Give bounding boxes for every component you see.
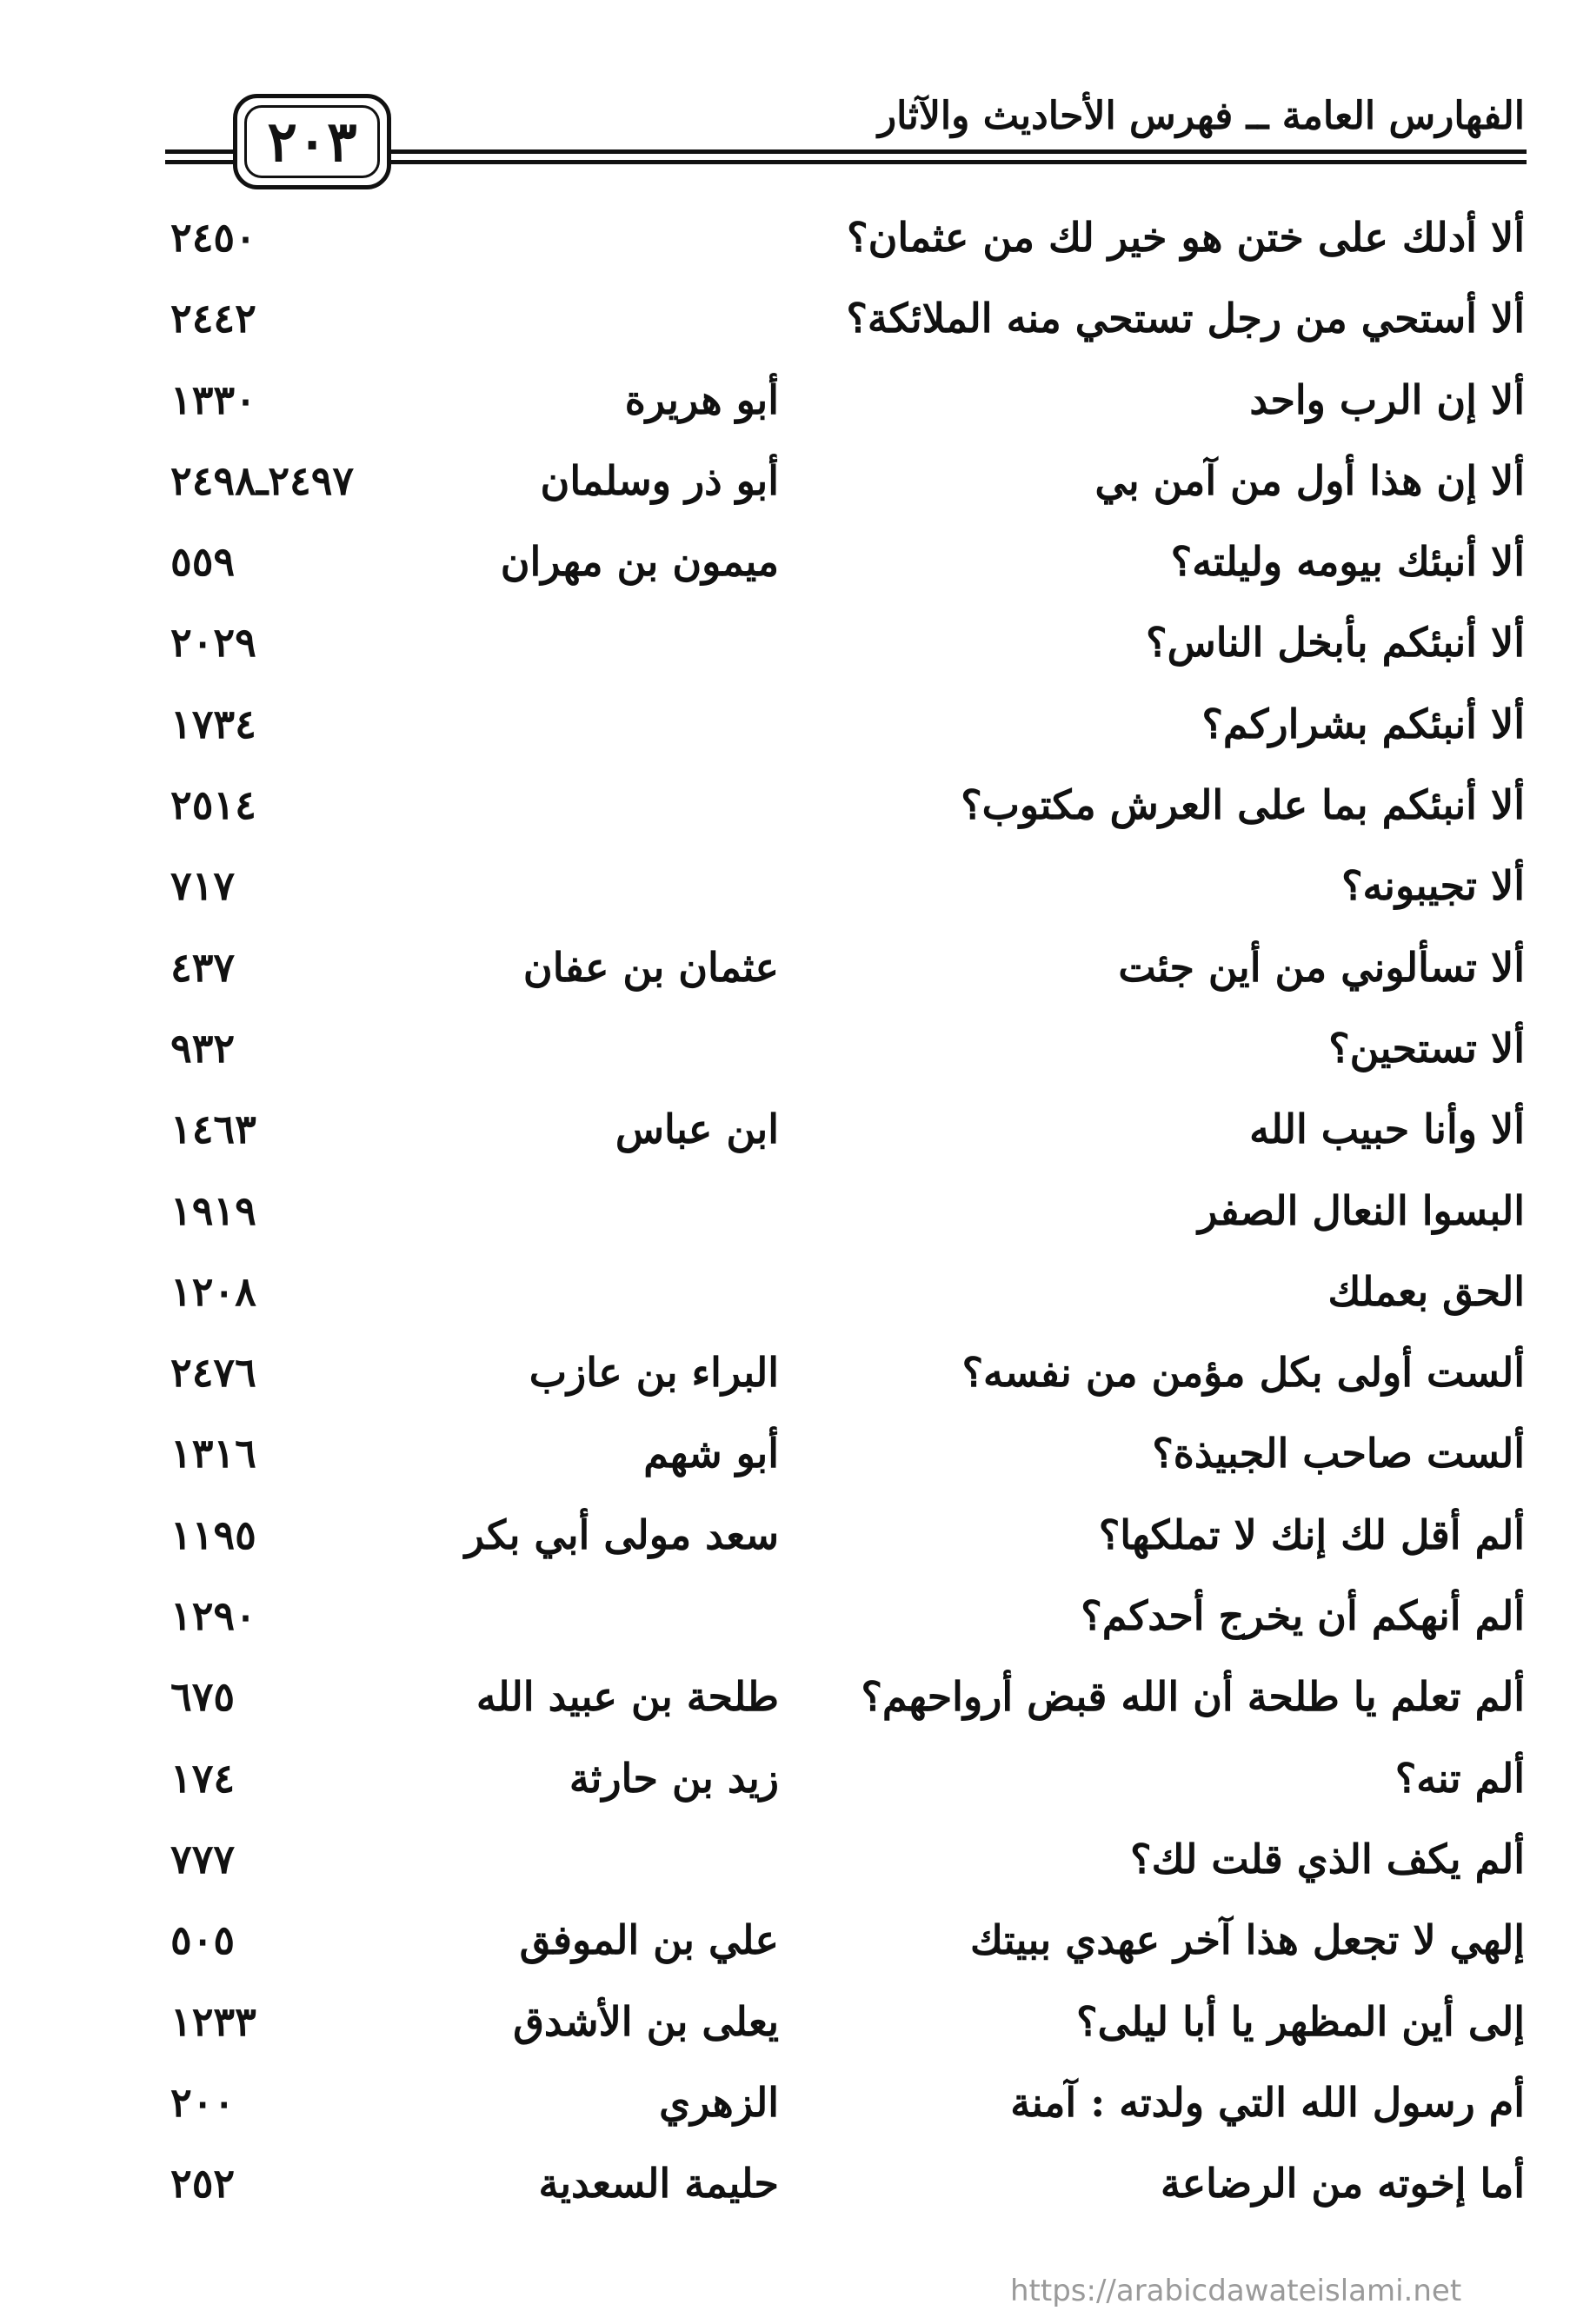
index-entry bbox=[0, 610, 1570, 691]
entry-text: ألا أنبئكم بشراركم؟ bbox=[1201, 700, 1525, 747]
entry-text: ألست صاحب الجبيذة؟ bbox=[1152, 1430, 1525, 1477]
page-number: ٢٠٣ bbox=[267, 109, 357, 175]
entry-narrator: حليمة السعدية bbox=[538, 2160, 779, 2208]
index-entry bbox=[0, 1179, 1570, 1259]
entry-ref: ١١٩٥ bbox=[170, 1511, 256, 1558]
entry-ref: ١٤٦٣ bbox=[170, 1106, 256, 1153]
index-entry bbox=[0, 529, 1570, 610]
entry-narrator: زيد بن حارثة bbox=[569, 1754, 779, 1802]
entry-narrator: يعلى بن الأشدق bbox=[513, 1997, 779, 2045]
index-entry bbox=[0, 1746, 1570, 1827]
entry-ref: ٢٥٢ bbox=[170, 2160, 236, 2208]
entry-narrator: سعد مولى أبي بكر bbox=[464, 1511, 779, 1558]
entry-text: ألست أولى بكل مؤمن من نفسه؟ bbox=[961, 1349, 1525, 1397]
index-entry bbox=[0, 1016, 1570, 1097]
entry-narrator: أبو هريرة bbox=[624, 375, 779, 423]
entry-ref: ٥٠٥ bbox=[170, 1916, 236, 1964]
index-entry bbox=[0, 2151, 1570, 2232]
entry-narrator: البراء بن عازب bbox=[529, 1349, 779, 1397]
index-entry bbox=[0, 448, 1570, 529]
index-entry bbox=[0, 692, 1570, 773]
entry-text: ألا أنبئكم بأبخل الناس؟ bbox=[1146, 619, 1525, 667]
index-entry bbox=[0, 853, 1570, 934]
entry-text: ألا إن الرب واحد bbox=[1249, 375, 1525, 423]
index-entry bbox=[0, 773, 1570, 853]
hadith-index-list bbox=[0, 205, 1570, 2232]
index-entry bbox=[0, 286, 1570, 367]
entry-ref: ٩٣٢ bbox=[170, 1024, 236, 1072]
index-entry bbox=[0, 1340, 1570, 1421]
page-header bbox=[0, 0, 1570, 200]
entry-ref: ٧٧٧ bbox=[170, 1835, 236, 1882]
index-entry bbox=[0, 2070, 1570, 2151]
entry-ref: ١٧٤ bbox=[170, 1754, 236, 1802]
entry-text: ألا أستحي من رجل تستحي منه الملائكة؟ bbox=[846, 295, 1525, 342]
entry-text: ألا تجيبونه؟ bbox=[1341, 862, 1525, 910]
entry-text: الحق بعملك bbox=[1327, 1267, 1525, 1315]
entry-text: ألا تستحين؟ bbox=[1328, 1024, 1525, 1072]
entry-ref: ١٢٩٠ bbox=[170, 1592, 256, 1640]
index-entry bbox=[0, 205, 1570, 286]
index-entry bbox=[0, 368, 1570, 448]
entry-text: ألم تعلم يا طلحة أن الله قبض أرواحهم؟ bbox=[861, 1673, 1525, 1721]
entry-ref: ١٩١٩ bbox=[170, 1186, 256, 1234]
entry-text: ألم أنهكم أن يخرج أحدكم؟ bbox=[1081, 1592, 1525, 1640]
entry-ref: ١٢٣٣ bbox=[170, 1997, 256, 2045]
entry-ref: ١٣٣٠ bbox=[170, 375, 256, 423]
entry-text: ألم تنه؟ bbox=[1394, 1754, 1525, 1802]
entry-ref: ١٧٣٤ bbox=[170, 700, 256, 747]
entry-ref: ٢٥١٤ bbox=[170, 781, 256, 829]
source-watermark: https://arabicdawateislami.net bbox=[1010, 2274, 1462, 2308]
entry-ref: ٢٤٤٢ bbox=[170, 295, 256, 342]
header-rule-bottom-right bbox=[391, 160, 1527, 164]
entry-text: أما إخوته من الرضاعة bbox=[1161, 2160, 1525, 2208]
entry-ref: ٢٠٠ bbox=[170, 2078, 236, 2126]
index-entry bbox=[0, 1908, 1570, 1989]
entry-ref: ٧١٧ bbox=[170, 862, 236, 910]
entry-ref: ٤٣٧ bbox=[170, 943, 236, 991]
index-entry bbox=[0, 1989, 1570, 2070]
entry-text: ألم يكف الذي قلت لك؟ bbox=[1130, 1835, 1525, 1882]
header-rule-bottom-left bbox=[165, 160, 233, 164]
entry-ref: ١٣١٦ bbox=[170, 1430, 256, 1477]
entry-text: ألا تسألوني من أين جئت bbox=[1118, 943, 1525, 991]
index-entry bbox=[0, 1503, 1570, 1584]
header-rule-top-left bbox=[165, 149, 233, 154]
index-entry bbox=[0, 1097, 1570, 1178]
entry-text: ألا إن هذا أول من آمن بي bbox=[1094, 456, 1525, 504]
entry-text: ألا أنبئكم بما على العرش مكتوب؟ bbox=[961, 781, 1525, 829]
entry-text: البسوا النعال الصفر bbox=[1198, 1186, 1525, 1234]
entry-ref: ٢٤٥٠ bbox=[170, 214, 256, 261]
entry-text: ألا وأنا حبيب الله bbox=[1249, 1106, 1525, 1153]
index-entry bbox=[0, 1584, 1570, 1664]
page-number-frame bbox=[233, 94, 391, 189]
entry-text: إلهي لا تجعل هذا آخر عهدي ببيتك bbox=[970, 1916, 1525, 1964]
entry-narrator: أبو شهم bbox=[643, 1430, 779, 1477]
entry-text: ألم أقل لك إنك لا تملكها؟ bbox=[1098, 1511, 1525, 1558]
index-entry bbox=[0, 1421, 1570, 1502]
entry-ref: ٦٧٥ bbox=[170, 1673, 236, 1721]
entry-ref: ٢٤٩٧ـ٢٤٩٨ bbox=[170, 456, 355, 504]
entry-narrator: الزهري bbox=[659, 2078, 779, 2126]
index-entry bbox=[0, 935, 1570, 1016]
entry-text: إلى أين المظهر يا أبا ليلى؟ bbox=[1076, 1997, 1525, 2045]
entry-ref: ٢٠٢٩ bbox=[170, 619, 256, 667]
entry-narrator: علي بن الموفق bbox=[519, 1916, 779, 1964]
index-entry bbox=[0, 1827, 1570, 1908]
entry-narrator: طلحة بن عبيد الله bbox=[476, 1673, 779, 1721]
entry-text: ألا أدلك على ختن هو خير لك من عثمان؟ bbox=[847, 214, 1525, 261]
index-entry bbox=[0, 1259, 1570, 1340]
entry-ref: ٥٥٩ bbox=[170, 538, 236, 586]
entry-narrator: ابن عباس bbox=[615, 1106, 779, 1153]
header-rule-top-right bbox=[391, 149, 1527, 154]
entry-text: ألا أنبئك بيومه وليلته؟ bbox=[1170, 538, 1525, 586]
entry-ref: ١٢٠٨ bbox=[170, 1267, 256, 1315]
entry-ref: ٢٤٧٦ bbox=[170, 1349, 256, 1397]
running-header-title: الفهارس العامة ــ فهرس الأحاديث والآثار bbox=[877, 94, 1525, 138]
entry-narrator: عثمان بن عفان bbox=[522, 943, 779, 991]
index-entry bbox=[0, 1664, 1570, 1745]
entry-narrator: أبو ذر وسلمان bbox=[540, 456, 779, 504]
entry-text: أم رسول الله التي ولدته : آمنة bbox=[1010, 2078, 1525, 2126]
entry-narrator: ميمون بن مهران bbox=[500, 538, 779, 586]
